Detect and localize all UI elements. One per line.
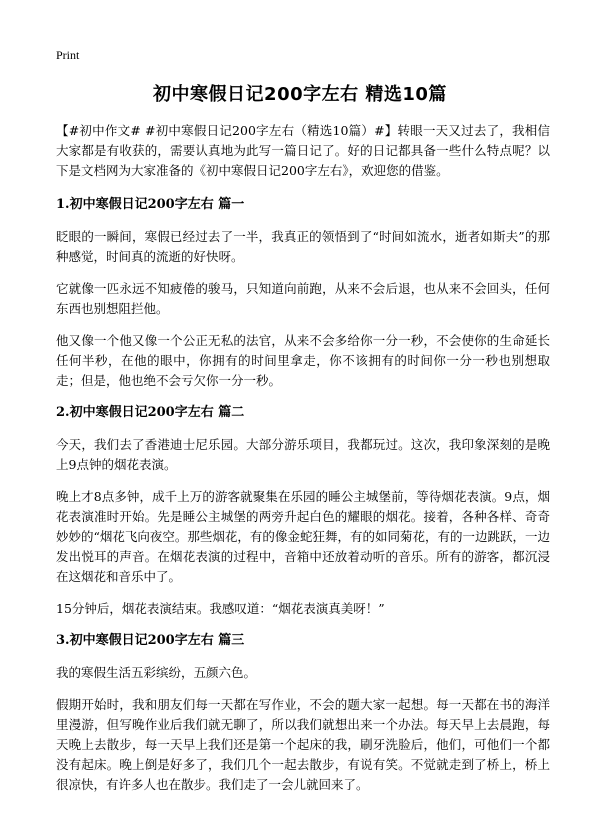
paragraph: 假期开始时，我和朋友们每一天都在写作业，不会的题大家一起想。每一天都在书的海洋里漫游，但写晚作业后我们就无聊了，所以我们就想出来一个办法。每天早上去晨跑，每天晚上去散步，每一天早上我们还是第一个起床的我，刷牙洗脸后，他们，可他们一个都没有起床。晚上倒是好多了，我们几个一起去散步，有说有笑。不觉就走到了桥上，桥上很凉快，有许多人也在散步。我们走了一会儿就回来了。	[56, 697, 550, 792]
paragraph: 他又像一个他又像一个公正无私的法官，从来不会多给你一分一秒，不会使你的生命延长任何半秒，在他的眼中，你拥有的时间里拿走，你不该拥有的时间你一分一秒也别想取走；但是，他也绝不会亏欠你一分一秒。	[56, 333, 550, 388]
paragraph: 眨眼的一瞬间，寒假已经过去了一半，我真正的领悟到了“时间如流水，逝者如斯夫”的那种感觉，时间真的流逝的好快呀。	[56, 229, 550, 264]
paragraph: 今天，我们去了香港迪士尼乐园。大部分游乐项目，我都玩过。这次，我印象深刻的是晚上9点钟的烟花表演。	[56, 437, 550, 472]
section-heading-1: 1.初中寒假日记200字左右 篇一	[56, 197, 245, 212]
section-heading-2: 2.初中寒假日记200字左右 篇二	[56, 405, 245, 420]
article-body	[56, 121, 550, 807]
intro-paragraph: 【#初中作文# #初中寒假日记200字左右（精选10篇）#】转眼一天又过去了，我相信大家都是有收获的，需要认真地为此写一篇日记了。好的日记都具备一些什么特点呢？以下是文档网为大家准备的《初中寒假日记200字左右》，欢迎您的借鉴。	[56, 123, 550, 178]
paragraph: 15分钟后，烟花表演结束。我感叹道：“烟花表演真美呀！”	[56, 601, 385, 616]
paragraph: 它就像一匹永远不知疲倦的骏马，只知道向前跑，从来不会后退，也从来不会回头，任何东西也别想阻拦他。	[56, 281, 550, 316]
page-title: 初中寒假日记200字左右 精选10篇	[153, 84, 447, 105]
paragraph: 我的寒假生活五彩缤纷，五颜六色。	[56, 665, 257, 680]
paragraph: 晚上才8点多钟，成千上万的游客就聚集在乐园的睡公主城堡前，等待烟花表演。9点，烟花表演准时开始。先是睡公主城堡的两旁升起白色的耀眼的烟花。接着，各种各样、奇奇妙妙的“烟花飞向夜空。那些烟花，有的像金蛇狂舞，有的如同菊花，有的一边跳跃，一边发出悦耳的声音。在烟花表演的过程中，音箱中还放着动听的音乐。所有的游客，都沉浸在这烟花和音乐中了。	[56, 489, 550, 584]
section-heading-3: 3.初中寒假日记200字左右 篇三	[56, 633, 245, 648]
print-label: Print	[56, 48, 80, 62]
